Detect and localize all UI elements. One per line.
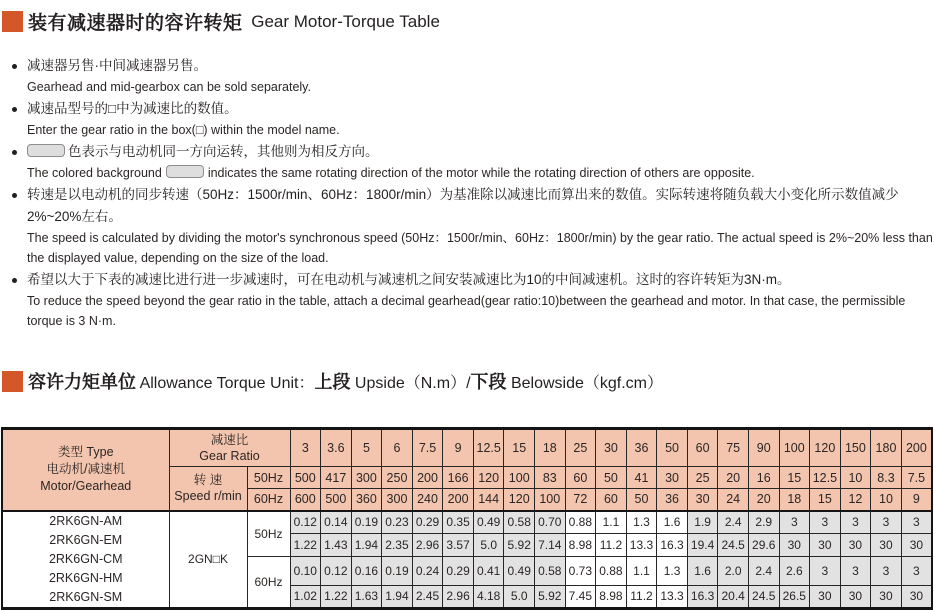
speed-60hz-value: 10 bbox=[871, 489, 902, 511]
speed-50hz-value: 7.5 bbox=[901, 467, 932, 489]
torque-60hz-kgfcm: 13.3 bbox=[657, 585, 688, 608]
orange-square-icon bbox=[2, 11, 23, 32]
speed-60hz-value: 120 bbox=[504, 489, 535, 511]
cell-line: 2RK6GN-HM bbox=[48, 570, 123, 585]
gear-ratio-header: 9 bbox=[443, 429, 474, 467]
torque-50hz-kgfcm: 3.57 bbox=[443, 534, 474, 557]
torque-50hz-nm: 3 bbox=[840, 511, 871, 534]
speed-60hz-value: 18 bbox=[779, 489, 810, 511]
speed-50hz-value: 16 bbox=[748, 467, 779, 489]
gear-ratio-header: 25 bbox=[565, 429, 596, 467]
motor-models-cell bbox=[2, 511, 169, 609]
note-zh-text: 色表示与电动机同一方向运转，其他则为相反方向。 bbox=[68, 144, 379, 159]
torque-60hz-kgfcm: 24.5 bbox=[748, 585, 779, 608]
cell-line: Speed r/min bbox=[174, 489, 242, 504]
torque-60hz-nm: 2.4 bbox=[748, 557, 779, 586]
note-en-text: The colored background bbox=[27, 166, 162, 180]
torque-60hz-nm: 3 bbox=[840, 557, 871, 586]
speed-60hz-value: 20 bbox=[748, 489, 779, 511]
torque-60hz-kgfcm: 5.92 bbox=[535, 585, 566, 608]
cell-line: Gear Ratio bbox=[199, 449, 260, 463]
torque-50hz-kgfcm: 7.14 bbox=[535, 534, 566, 557]
gear-ratio-header: 120 bbox=[810, 429, 841, 467]
speed-60hz-value: 72 bbox=[565, 489, 596, 511]
freq-50hz-header: 50Hz bbox=[247, 467, 290, 489]
direction-color-box-icon bbox=[166, 165, 204, 178]
torque-50hz-kgfcm: 30 bbox=[901, 534, 932, 557]
direction-color-box-icon bbox=[27, 144, 65, 157]
note-en-text: indicates the same rotating direction of the motor while the rotating direction of others are opposite. bbox=[207, 166, 755, 180]
torque-50hz-kgfcm: 13.3 bbox=[626, 534, 657, 557]
note-zh bbox=[12, 269, 934, 291]
torque-50hz-kgfcm: 2.35 bbox=[382, 534, 413, 557]
speed-50hz-value: 50 bbox=[596, 467, 627, 489]
note-gear-ratio-box bbox=[12, 98, 934, 140]
torque-60hz-nm: 0.29 bbox=[443, 557, 474, 586]
unit-title-zh: 容许力矩单位 bbox=[28, 372, 136, 392]
torque-50hz-nm: 0.35 bbox=[443, 511, 474, 534]
torque-60hz-kgfcm: 1.94 bbox=[382, 585, 413, 608]
torque-60hz-kgfcm: 5.0 bbox=[504, 585, 535, 608]
torque-60hz-kgfcm: 30 bbox=[871, 585, 902, 608]
torque-50hz-kgfcm: 30 bbox=[810, 534, 841, 557]
bullet-icon bbox=[12, 150, 17, 155]
cell-line: 2RK6GN-EM bbox=[49, 532, 123, 547]
speed-50hz-value: 10 bbox=[840, 467, 871, 489]
speed-60hz-value: 24 bbox=[718, 489, 749, 511]
note-zh-text: 减速器另售·中间减速器另售。 bbox=[27, 58, 207, 73]
gear-ratio-header: 90 bbox=[748, 429, 779, 467]
unit-title-en: Allowance Torque Unit： bbox=[136, 374, 315, 392]
torque-50hz-nm: 0.12 bbox=[290, 511, 321, 534]
section-header-allowance-torque-unit bbox=[2, 368, 934, 394]
speed-60hz-value: 100 bbox=[535, 489, 566, 511]
speed-50hz-value: 25 bbox=[687, 467, 718, 489]
torque-60hz-kgfcm: 7.45 bbox=[565, 585, 596, 608]
torque-60hz-nm: 3 bbox=[810, 557, 841, 586]
bullet-icon bbox=[12, 193, 17, 198]
torque-60hz-nm: 0.73 bbox=[565, 557, 596, 586]
note-en: Gearhead and mid-gearbox can be sold separately. bbox=[27, 80, 311, 94]
note-zh bbox=[12, 55, 934, 77]
torque-50hz-kgfcm: 19.4 bbox=[687, 534, 718, 557]
torque-60hz-nm: 3 bbox=[901, 557, 932, 586]
note-zh-text: 转速是以电动机的同步转速（50Hz：1500r/min、60Hz：1800r/min）为基准除以减速比而算出来的数值。实际转速将随负载大小变化所示数值减少2%~20%左右。 bbox=[27, 187, 899, 224]
torque-60hz-nm: 0.10 bbox=[290, 557, 321, 586]
torque-60hz-nm: 0.41 bbox=[473, 557, 504, 586]
torque-50hz-kgfcm: 29.6 bbox=[748, 534, 779, 557]
gear-ratio-header: 3 bbox=[290, 429, 321, 467]
gear-ratio-label-cell bbox=[169, 429, 290, 467]
section-title-zh: 装有减速器时的容许转矩 bbox=[28, 13, 243, 34]
torque-50hz-kgfcm: 2.96 bbox=[412, 534, 443, 557]
note-colored-background bbox=[12, 141, 934, 183]
gear-ratio-header: 5 bbox=[351, 429, 382, 467]
torque-50hz-nm: 3 bbox=[901, 511, 932, 534]
torque-60hz-nm: 2.0 bbox=[718, 557, 749, 586]
gear-ratio-header: 15 bbox=[504, 429, 535, 467]
torque-50hz-nm: 0.29 bbox=[412, 511, 443, 534]
header-row-gear-ratio bbox=[2, 429, 932, 467]
torque-50hz-nm: 3 bbox=[871, 511, 902, 534]
note-zh-text: 希望以大于下表的减速比进行进一步减速时，可在电动机与减速机之间安装减速比为10的中间减速机。这时的容许转矩为3N·m。 bbox=[27, 272, 791, 287]
torque-50hz-nm: 2.4 bbox=[718, 511, 749, 534]
torque-50hz-kgfcm: 1.22 bbox=[290, 534, 321, 557]
type-header-cell bbox=[2, 429, 169, 511]
torque-60hz-kgfcm: 4.18 bbox=[473, 585, 504, 608]
speed-50hz-value: 500 bbox=[290, 467, 321, 489]
gearhead-model-cell: 2GN□K bbox=[169, 511, 247, 609]
freq-50hz-body-label: 50Hz bbox=[247, 511, 290, 557]
note-en: The speed is calculated by dividing the motor's synchronous speed (50Hz：1500r/min、60Hz：1800r/min) by the gear ratio. The actual speed is 2%~20% less than the displayed value, depending on the size of the load. bbox=[27, 231, 933, 265]
torque-60hz-kgfcm: 1.22 bbox=[321, 585, 352, 608]
torque-50hz-nm: 0.58 bbox=[504, 511, 535, 534]
torque-50hz-nm: 0.19 bbox=[351, 511, 382, 534]
torque-60hz-nm: 0.49 bbox=[504, 557, 535, 586]
speed-50hz-value: 166 bbox=[443, 467, 474, 489]
speed-60hz-value: 50 bbox=[626, 489, 657, 511]
gear-ratio-header: 3.6 bbox=[321, 429, 352, 467]
unit-belowside-en: Belowside（kgf.cm） bbox=[506, 374, 664, 392]
speed-50hz-value: 20 bbox=[718, 467, 749, 489]
gear-ratio-header: 100 bbox=[779, 429, 810, 467]
note-speed-calculation bbox=[12, 184, 934, 268]
speed-50hz-value: 200 bbox=[412, 467, 443, 489]
cell-line: 2RK6GN-AM bbox=[49, 513, 123, 528]
gear-ratio-header: 60 bbox=[687, 429, 718, 467]
torque-50hz-kgfcm: 11.2 bbox=[596, 534, 627, 557]
torque-60hz-kgfcm: 2.45 bbox=[412, 585, 443, 608]
torque-50hz-kgfcm: 5.0 bbox=[473, 534, 504, 557]
torque-60hz-nm: 0.24 bbox=[412, 557, 443, 586]
speed-60hz-value: 600 bbox=[290, 489, 321, 511]
note-en: To reduce the speed beyond the gear ratio in the table, attach a decimal gearhead(gear ratio:10)between the gearhead and motor. In that case, the permissible torque is 3 N·m. bbox=[27, 294, 906, 328]
torque-60hz-kgfcm: 26.5 bbox=[779, 585, 810, 608]
note-en: Enter the gear ratio in the box(□) within the model name. bbox=[27, 123, 340, 137]
torque-60hz-kgfcm: 30 bbox=[901, 585, 932, 608]
speed-60hz-value: 144 bbox=[473, 489, 504, 511]
torque-50hz-nm: 0.23 bbox=[382, 511, 413, 534]
speed-60hz-value: 240 bbox=[412, 489, 443, 511]
speed-50hz-value: 83 bbox=[535, 467, 566, 489]
gear-ratio-header: 18 bbox=[535, 429, 566, 467]
torque-50hz-nm: 0.49 bbox=[473, 511, 504, 534]
gear-ratio-header: 6 bbox=[382, 429, 413, 467]
bullet-icon bbox=[12, 107, 17, 112]
cell-line: 2RK6GN-CM bbox=[48, 551, 123, 566]
torque-60hz-nm: 1.1 bbox=[626, 557, 657, 586]
cell-line: 类型 Type bbox=[57, 445, 114, 460]
unit-upside-en: Upside（N.m）/ bbox=[350, 374, 471, 392]
speed-50hz-value: 120 bbox=[473, 467, 504, 489]
speed-60hz-value: 15 bbox=[810, 489, 841, 511]
speed-50hz-value: 12.5 bbox=[810, 467, 841, 489]
torque-60hz-kgfcm: 20.4 bbox=[718, 585, 749, 608]
gear-ratio-header: 150 bbox=[840, 429, 871, 467]
torque-50hz-kgfcm: 30 bbox=[779, 534, 810, 557]
speed-60hz-value: 60 bbox=[596, 489, 627, 511]
speed-50hz-value: 30 bbox=[657, 467, 688, 489]
torque-50hz-kgfcm: 30 bbox=[871, 534, 902, 557]
torque-50hz-kgfcm: 16.3 bbox=[657, 534, 688, 557]
torque-50hz-nm: 0.14 bbox=[321, 511, 352, 534]
torque-50hz-kgfcm: 5.92 bbox=[504, 534, 535, 557]
note-zh bbox=[12, 141, 934, 163]
speed-50hz-value: 60 bbox=[565, 467, 596, 489]
torque-50hz-kgfcm: 24.5 bbox=[718, 534, 749, 557]
unit-belowside-zh: 下段 bbox=[470, 372, 507, 392]
section-title-en: Gear Motor-Torque Table bbox=[246, 11, 440, 31]
cell-line: 转 速 bbox=[193, 473, 223, 488]
gear-ratio-header: 12.5 bbox=[473, 429, 504, 467]
body-row-50hz-nm bbox=[2, 511, 932, 534]
torque-50hz-kgfcm: 1.43 bbox=[321, 534, 352, 557]
speed-50hz-value: 417 bbox=[321, 467, 352, 489]
speed-50hz-value: 100 bbox=[504, 467, 535, 489]
speed-50hz-value: 41 bbox=[626, 467, 657, 489]
speed-50hz-value: 300 bbox=[351, 467, 382, 489]
torque-60hz-kgfcm: 11.2 bbox=[626, 585, 657, 608]
gear-motor-torque-table bbox=[1, 427, 933, 610]
gear-ratio-header: 30 bbox=[596, 429, 627, 467]
speed-50hz-value: 15 bbox=[779, 467, 810, 489]
freq-60hz-body-label: 60Hz bbox=[247, 557, 290, 609]
torque-60hz-nm: 1.6 bbox=[687, 557, 718, 586]
torque-60hz-kgfcm: 8.98 bbox=[596, 585, 627, 608]
torque-50hz-nm: 0.88 bbox=[565, 511, 596, 534]
speed-60hz-value: 12 bbox=[840, 489, 871, 511]
speed-60hz-value: 300 bbox=[382, 489, 413, 511]
torque-50hz-nm: 2.9 bbox=[748, 511, 779, 534]
note-zh bbox=[12, 98, 934, 120]
cell-line: Motor/Gearhead bbox=[40, 479, 132, 494]
torque-50hz-nm: 1.3 bbox=[626, 511, 657, 534]
gear-ratio-header: 36 bbox=[626, 429, 657, 467]
torque-60hz-nm: 3 bbox=[871, 557, 902, 586]
note-zh bbox=[12, 184, 934, 228]
cell-line: 减速比 bbox=[210, 433, 249, 447]
torque-60hz-kgfcm: 1.63 bbox=[351, 585, 382, 608]
gear-ratio-header: 180 bbox=[871, 429, 902, 467]
gear-ratio-header: 200 bbox=[901, 429, 932, 467]
bullet-icon bbox=[12, 278, 17, 283]
bullet-icon bbox=[12, 64, 17, 69]
gear-ratio-header: 7.5 bbox=[412, 429, 443, 467]
torque-60hz-nm: 1.3 bbox=[657, 557, 688, 586]
torque-60hz-kgfcm: 2.96 bbox=[443, 585, 474, 608]
speed-50hz-value: 250 bbox=[382, 467, 413, 489]
note-gearhead-sold-separately bbox=[12, 55, 934, 97]
freq-60hz-header: 60Hz bbox=[247, 489, 290, 511]
torque-60hz-nm: 0.88 bbox=[596, 557, 627, 586]
torque-50hz-nm: 3 bbox=[779, 511, 810, 534]
speed-60hz-value: 200 bbox=[443, 489, 474, 511]
torque-50hz-kgfcm: 1.94 bbox=[351, 534, 382, 557]
speed-60hz-value: 30 bbox=[687, 489, 718, 511]
torque-50hz-nm: 1.6 bbox=[657, 511, 688, 534]
torque-60hz-kgfcm: 30 bbox=[840, 585, 871, 608]
torque-50hz-kgfcm: 8.98 bbox=[565, 534, 596, 557]
torque-60hz-nm: 0.16 bbox=[351, 557, 382, 586]
cell-line: 2RK6GN-SM bbox=[49, 589, 123, 604]
torque-60hz-kgfcm: 1.02 bbox=[290, 585, 321, 608]
torque-60hz-nm: 0.58 bbox=[535, 557, 566, 586]
note-zh-text: 减速品型号的□中为减速比的数值。 bbox=[27, 101, 238, 116]
torque-50hz-nm: 3 bbox=[810, 511, 841, 534]
torque-50hz-nm: 0.70 bbox=[535, 511, 566, 534]
section-header-gear-motor-torque bbox=[2, 0, 934, 35]
speed-60hz-value: 360 bbox=[351, 489, 382, 511]
speed-label-cell bbox=[169, 467, 247, 511]
torque-60hz-nm: 0.12 bbox=[321, 557, 352, 586]
speed-60hz-value: 36 bbox=[657, 489, 688, 511]
notes-list bbox=[12, 55, 934, 331]
torque-60hz-kgfcm: 30 bbox=[810, 585, 841, 608]
gear-ratio-header: 50 bbox=[657, 429, 688, 467]
cell-line: 电动机/减速机 bbox=[46, 462, 125, 477]
torque-50hz-kgfcm: 30 bbox=[840, 534, 871, 557]
torque-60hz-nm: 0.19 bbox=[382, 557, 413, 586]
gear-ratio-header: 75 bbox=[718, 429, 749, 467]
speed-50hz-value: 8.3 bbox=[871, 467, 902, 489]
unit-upside-zh: 上段 bbox=[314, 372, 351, 392]
torque-50hz-nm: 1.9 bbox=[687, 511, 718, 534]
speed-60hz-value: 9 bbox=[901, 489, 932, 511]
speed-60hz-value: 500 bbox=[321, 489, 352, 511]
note-decimal-gearhead bbox=[12, 269, 934, 331]
orange-square-icon bbox=[2, 371, 23, 392]
torque-60hz-nm: 2.6 bbox=[779, 557, 810, 586]
torque-60hz-kgfcm: 16.3 bbox=[687, 585, 718, 608]
note-en bbox=[27, 163, 934, 183]
torque-50hz-nm: 1.1 bbox=[596, 511, 627, 534]
